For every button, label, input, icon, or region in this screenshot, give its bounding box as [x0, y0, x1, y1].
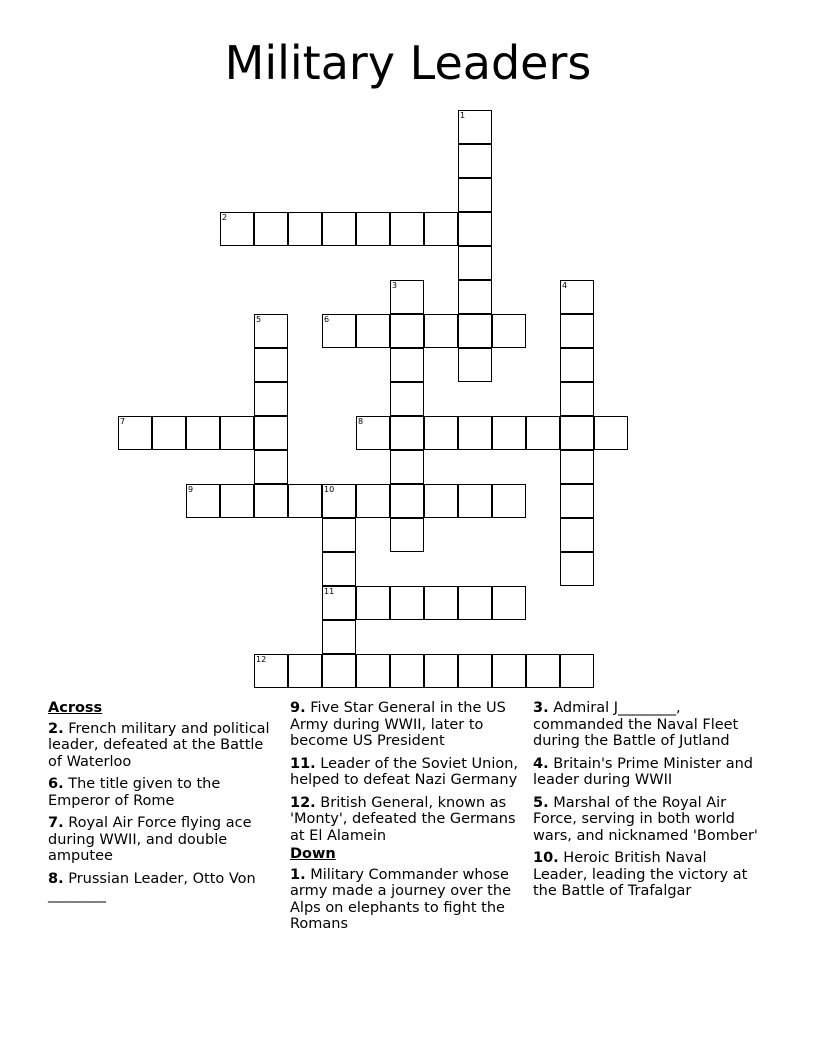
down-heading: Down — [290, 846, 336, 862]
grid-cell[interactable] — [322, 212, 356, 246]
grid-cell[interactable] — [254, 382, 288, 416]
clue-down-3: 3. Admiral J________, commanded the Naval Fleet during the Battle of Jutland — [533, 700, 739, 749]
grid-cell[interactable] — [492, 416, 526, 450]
grid-cell[interactable] — [424, 314, 458, 348]
grid-cell[interactable] — [356, 416, 390, 450]
clue-down-1: 1. Military Commander whose army made a journey over the Alps on elephants to fight the Romans — [290, 866, 511, 932]
grid-cell[interactable] — [118, 416, 152, 450]
grid-cell[interactable] — [560, 518, 594, 552]
across-heading: Across — [48, 700, 103, 716]
clue-number: 2 — [222, 213, 228, 222]
grid-cell[interactable] — [560, 552, 594, 586]
grid-cell[interactable] — [254, 348, 288, 382]
puzzle-title: Military Leaders — [224, 36, 592, 90]
clue-number: 8 — [358, 417, 364, 426]
grid-cell[interactable] — [322, 654, 356, 688]
grid-cell[interactable] — [560, 484, 594, 518]
grid-cell[interactable] — [356, 654, 390, 688]
clue-number: 3 — [392, 281, 398, 290]
clue-across-9: 9. Five Star General in the US Army during WWII, later to become US President — [290, 700, 506, 749]
grid-cell[interactable] — [424, 654, 458, 688]
clue-down-4: 4. Britain's Prime Minister and leader during WWII — [533, 755, 753, 788]
grid-cell[interactable] — [288, 484, 322, 518]
grid-cell[interactable] — [458, 280, 492, 314]
grid-cell[interactable] — [390, 280, 424, 314]
grid-cell[interactable] — [424, 212, 458, 246]
grid-cell[interactable] — [186, 484, 220, 518]
grid-cell[interactable] — [322, 620, 356, 654]
clue-number: 6 — [324, 315, 330, 324]
grid-cell[interactable] — [254, 450, 288, 484]
grid-cell[interactable] — [560, 348, 594, 382]
clue-across-11: 11. Leader of the Soviet Union, helped to defeat Nazi Germany — [290, 755, 519, 788]
grid-cell[interactable] — [254, 654, 288, 688]
grid-cell[interactable] — [458, 348, 492, 382]
grid-cell[interactable] — [220, 416, 254, 450]
grid-cell[interactable] — [458, 212, 492, 246]
grid-cell[interactable] — [492, 654, 526, 688]
clue-across-12: 12. British General, known as 'Monty', defeated the Germans at El Alamein — [290, 794, 516, 844]
grid-cell[interactable] — [560, 450, 594, 484]
grid-cell[interactable] — [220, 212, 254, 246]
grid-cell[interactable] — [458, 110, 492, 144]
grid-cell[interactable] — [356, 484, 390, 518]
clue-number: 1 — [460, 111, 466, 120]
grid-cell[interactable] — [390, 518, 424, 552]
clue-across-2: 2. French military and political leader, defeated at the Battle of Waterloo — [48, 720, 270, 770]
grid-cell[interactable] — [390, 348, 424, 382]
grid-cell[interactable] — [390, 586, 424, 620]
grid-cell[interactable] — [356, 314, 390, 348]
grid-cell[interactable] — [390, 212, 424, 246]
grid-cell[interactable] — [356, 586, 390, 620]
clue-down-10: 10. Heroic British Naval Leader, leading the victory at the Battle of Trafalgar — [533, 850, 748, 899]
grid-cell[interactable] — [424, 586, 458, 620]
clue-number: 7 — [120, 417, 126, 426]
grid-cell[interactable] — [458, 178, 492, 212]
clues-column-3 — [533, 700, 765, 906]
grid-cell[interactable] — [458, 314, 492, 348]
grid-cell[interactable] — [390, 484, 424, 518]
clue-across-7: 7. Royal Air Force flying ace during WWII, and double amputee — [48, 815, 252, 864]
grid-cell[interactable] — [560, 382, 594, 416]
grid-cell[interactable] — [560, 314, 594, 348]
grid-cell[interactable] — [458, 654, 492, 688]
clue-number: 10 — [324, 485, 335, 494]
grid-cell[interactable] — [458, 586, 492, 620]
clues-column-2 — [290, 700, 522, 939]
grid-cell[interactable] — [288, 654, 322, 688]
grid-cell[interactable] — [458, 416, 492, 450]
grid-cell[interactable] — [322, 518, 356, 552]
grid-cell[interactable] — [458, 246, 492, 280]
grid-cell[interactable] — [254, 212, 288, 246]
clue-across-8: 8. Prussian Leader, Otto Von ________ — [48, 870, 256, 903]
grid-cell[interactable] — [560, 416, 594, 450]
grid-cell[interactable] — [560, 654, 594, 688]
clue-across-6: 6. The title given to the Emperor of Rome — [48, 776, 221, 809]
grid-cell[interactable] — [254, 416, 288, 450]
grid-cell[interactable] — [322, 484, 356, 518]
grid-cell[interactable] — [322, 552, 356, 586]
grid-cell[interactable] — [492, 586, 526, 620]
grid-cell[interactable] — [288, 212, 322, 246]
grid-cell[interactable] — [390, 654, 424, 688]
grid-cell[interactable] — [492, 314, 526, 348]
clue-number: 9 — [188, 485, 194, 494]
grid-cell[interactable] — [390, 314, 424, 348]
grid-cell[interactable] — [526, 654, 560, 688]
clue-number: 11 — [324, 587, 335, 596]
grid-cell[interactable] — [492, 484, 526, 518]
grid-cell[interactable] — [254, 484, 288, 518]
grid-cell[interactable] — [424, 416, 458, 450]
grid-cell[interactable] — [526, 416, 560, 450]
grid-cell[interactable] — [322, 314, 356, 348]
grid-cell[interactable] — [424, 484, 458, 518]
grid-cell[interactable] — [186, 416, 220, 450]
grid-cell[interactable] — [390, 382, 424, 416]
grid-cell[interactable] — [152, 416, 186, 450]
grid-cell[interactable] — [458, 484, 492, 518]
grid-cell[interactable] — [356, 212, 390, 246]
grid-cell[interactable] — [322, 586, 356, 620]
clue-down-5: 5. Marshal of the Royal Air Force, serving in both world wars, and nicknamed 'Bomber' — [533, 794, 758, 844]
grid-cell[interactable] — [254, 314, 288, 348]
grid-cell[interactable] — [390, 450, 424, 484]
grid-cell[interactable] — [594, 416, 628, 450]
clue-number: 4 — [562, 281, 568, 290]
clues-column-1 — [48, 700, 280, 910]
grid-cell[interactable] — [220, 484, 254, 518]
clue-number: 5 — [256, 315, 262, 324]
clue-number: 12 — [256, 655, 267, 664]
grid-cell[interactable] — [560, 280, 594, 314]
grid-cell[interactable] — [390, 416, 424, 450]
grid-cell[interactable] — [458, 144, 492, 178]
